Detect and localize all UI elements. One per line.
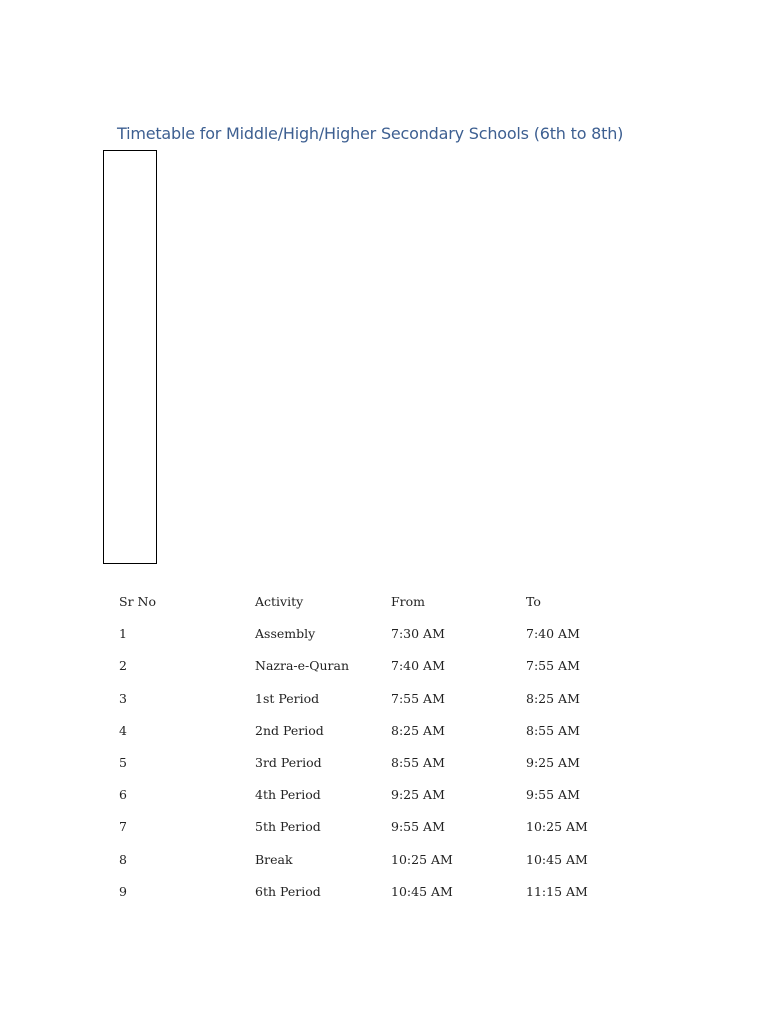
cell-from: 10:25 AM: [391, 851, 453, 867]
empty-text-frame: [103, 150, 157, 564]
cell-activity: Nazra-e-Quran: [255, 658, 350, 674]
cell-sr-no: 3: [119, 690, 127, 706]
table-row: [119, 787, 626, 819]
cell-to: 7:40 AM: [526, 626, 580, 642]
cell-sr-no: 1: [119, 626, 127, 642]
header-to: To: [526, 594, 541, 609]
cell-from: 9:55 AM: [391, 819, 445, 835]
cell-sr-no: 7: [119, 819, 127, 835]
header-activity: Activity: [255, 594, 304, 609]
cell-to: 11:15 AM: [526, 883, 588, 899]
cell-sr-no: 5: [119, 754, 127, 770]
cell-sr-no: 2: [119, 658, 127, 674]
table-row: [119, 884, 626, 916]
cell-activity: 4th Period: [255, 787, 321, 803]
cell-to: 8:55 AM: [526, 722, 580, 738]
cell-to: 7:55 AM: [526, 658, 580, 674]
page-title: Timetable for Middle/High/Higher Secondary Schools (6th to 8th): [117, 124, 624, 143]
cell-activity: 3rd Period: [255, 754, 322, 770]
cell-sr-no: 6: [119, 787, 127, 803]
cell-to: 8:25 AM: [526, 690, 580, 706]
cell-sr-no: 9: [119, 883, 127, 899]
cell-from: 9:25 AM: [391, 787, 445, 803]
table-row: [119, 852, 626, 884]
table-row: [119, 819, 626, 851]
cell-activity: 1st Period: [255, 690, 320, 706]
cell-to: 9:55 AM: [526, 787, 580, 803]
table-row: [119, 626, 626, 658]
timetable-header: [119, 594, 626, 626]
cell-from: 8:55 AM: [391, 754, 445, 770]
cell-to: 9:25 AM: [526, 754, 580, 770]
table-row: [119, 658, 626, 690]
table-header-row: [119, 594, 626, 626]
cell-to: 10:45 AM: [526, 851, 588, 867]
cell-from: 7:40 AM: [391, 658, 445, 674]
timetable-table: [119, 594, 626, 916]
cell-sr-no: 8: [119, 851, 127, 867]
cell-from: 10:45 AM: [391, 883, 453, 899]
header-from: From: [391, 594, 426, 609]
cell-to: 10:25 AM: [526, 819, 588, 835]
cell-from: 7:55 AM: [391, 690, 445, 706]
cell-activity: 5th Period: [255, 819, 321, 835]
table-row: [119, 723, 626, 755]
cell-activity: 6th Period: [255, 883, 321, 899]
cell-from: 8:25 AM: [391, 722, 445, 738]
table-row: [119, 691, 626, 723]
timetable-body: [119, 626, 626, 916]
cell-activity: Assembly: [255, 626, 316, 642]
cell-activity: Break: [255, 851, 293, 867]
cell-activity: 2nd Period: [255, 722, 324, 738]
cell-sr-no: 4: [119, 722, 127, 738]
table-row: [119, 755, 626, 787]
header-sr-no: Sr No: [119, 594, 156, 609]
cell-from: 7:30 AM: [391, 626, 445, 642]
